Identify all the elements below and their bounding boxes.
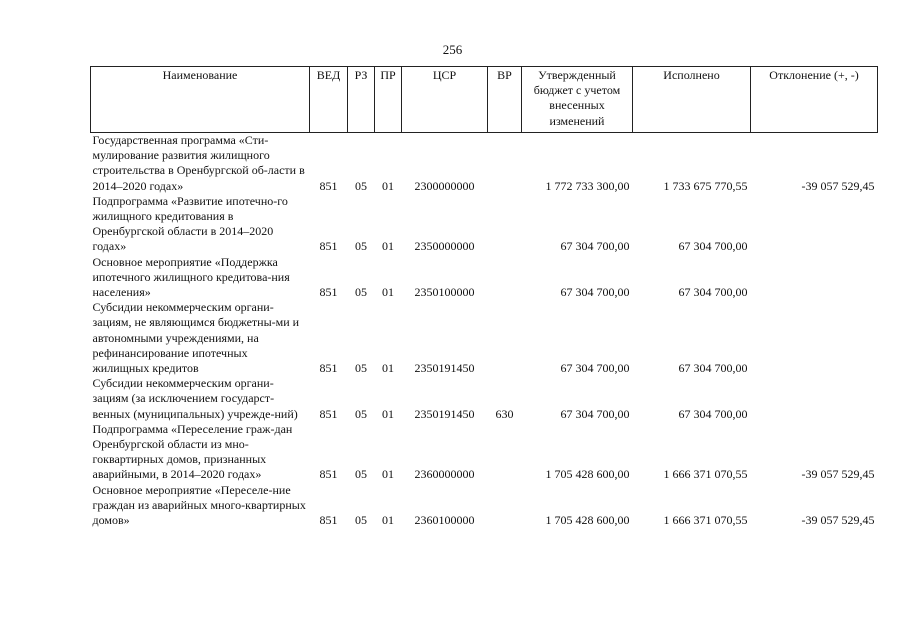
row-rz: 05 bbox=[355, 513, 367, 528]
row-executed: 1 666 371 070,55 bbox=[663, 513, 748, 528]
table-header-row bbox=[91, 67, 878, 133]
header-ved: ВЕД bbox=[310, 67, 348, 133]
row-approved: 1 705 428 600,00 bbox=[545, 513, 630, 528]
row-csr: 2350100000 bbox=[414, 285, 475, 300]
row-csr: 2350000000 bbox=[414, 239, 475, 254]
row-name: Основное мероприятие «Переселе-ние граждан из аварийных много-квартирных домов» bbox=[92, 482, 306, 528]
row-executed: 1 666 371 070,55 bbox=[663, 467, 748, 482]
row-approved: 1 705 428 600,00 bbox=[545, 467, 630, 482]
row-name: Подпрограмма «Переселение граж-дан Оренбургской области из мно-гоквартирных домов, признанных аварийными, в 2014–2020 годах» bbox=[92, 421, 293, 482]
row-pr: 01 bbox=[382, 513, 394, 528]
row-deviation: -39 057 529,45 bbox=[801, 513, 875, 528]
row-pr: 01 bbox=[382, 467, 394, 482]
row-name: Основное мероприятие «Поддержка ипотечного жилищного кредитова-ния населения» bbox=[92, 254, 290, 300]
header-deviation: Отклонение (+, -) bbox=[751, 67, 878, 133]
row-deviation: -39 057 529,45 bbox=[801, 178, 875, 193]
header-name: Наименование bbox=[91, 67, 310, 133]
row-ved: 851 bbox=[319, 361, 338, 376]
row-pr: 01 bbox=[382, 361, 394, 376]
row-ved: 851 bbox=[319, 285, 338, 300]
row-rz: 05 bbox=[355, 285, 367, 300]
row-approved: 67 304 700,00 bbox=[560, 361, 630, 376]
table-row bbox=[91, 194, 878, 255]
row-rz: 05 bbox=[355, 467, 367, 482]
row-name: Государственная программа «Сти-мулирование развития жилищного строительства в Оренбургской об-ласти в 2014–2020 годах» bbox=[92, 133, 305, 193]
row-vr: 630 bbox=[495, 406, 514, 421]
row-vr bbox=[488, 422, 522, 483]
header-approved-budget: Утвержденный бюджет с учетом внесенных изменений bbox=[522, 67, 633, 133]
header-vr: ВР bbox=[488, 67, 522, 133]
header-executed: Исполнено bbox=[633, 67, 751, 133]
row-vr bbox=[488, 133, 522, 194]
row-pr: 01 bbox=[382, 178, 394, 193]
row-pr: 01 bbox=[382, 239, 394, 254]
row-csr: 2350191450 bbox=[414, 406, 475, 421]
row-pr: 01 bbox=[382, 406, 394, 421]
table-row bbox=[91, 422, 878, 483]
row-rz: 05 bbox=[355, 239, 367, 254]
table-row bbox=[91, 483, 878, 529]
row-approved: 67 304 700,00 bbox=[560, 406, 630, 421]
row-name: Субсидии некоммерческим органи-зациям, не являющимся бюджетны-ми и автономными учреждениями, на рефинансирование ипотечных жилищных кредитов bbox=[92, 300, 300, 376]
row-executed: 67 304 700,00 bbox=[678, 285, 748, 300]
row-csr: 2360100000 bbox=[414, 513, 475, 528]
table-row bbox=[91, 133, 878, 194]
table-row bbox=[91, 300, 878, 376]
budget-execution-table bbox=[90, 66, 878, 528]
row-deviation: -39 057 529,45 bbox=[801, 467, 875, 482]
row-ved: 851 bbox=[319, 467, 338, 482]
row-deviation bbox=[751, 194, 878, 255]
row-csr: 2300000000 bbox=[414, 178, 475, 193]
row-csr: 2360000000 bbox=[414, 467, 475, 482]
page-number: 256 bbox=[442, 42, 463, 57]
row-executed: 1 733 675 770,55 bbox=[663, 178, 748, 193]
header-pr: ПР bbox=[375, 67, 402, 133]
row-pr: 01 bbox=[382, 285, 394, 300]
row-approved: 67 304 700,00 bbox=[560, 239, 630, 254]
row-rz: 05 bbox=[355, 361, 367, 376]
row-name: Подпрограмма «Развитие ипотечно-го жилищного кредитования в Оренбургской области в 2014–2020 годах» bbox=[92, 193, 288, 254]
row-vr bbox=[488, 255, 522, 301]
row-rz: 05 bbox=[355, 406, 367, 421]
row-csr: 2350191450 bbox=[414, 361, 475, 376]
row-ved: 851 bbox=[319, 513, 338, 528]
row-vr bbox=[488, 300, 522, 376]
row-deviation bbox=[751, 376, 878, 422]
row-ved: 851 bbox=[319, 406, 338, 421]
row-executed: 67 304 700,00 bbox=[678, 406, 748, 421]
row-executed: 67 304 700,00 bbox=[678, 361, 748, 376]
row-approved: 67 304 700,00 bbox=[560, 285, 630, 300]
row-rz: 05 bbox=[355, 178, 367, 193]
table-row bbox=[91, 255, 878, 301]
row-deviation bbox=[751, 300, 878, 376]
table-row bbox=[91, 376, 878, 422]
header-csr: ЦСР bbox=[402, 67, 488, 133]
row-vr bbox=[488, 194, 522, 255]
row-deviation bbox=[751, 255, 878, 301]
row-approved: 1 772 733 300,00 bbox=[545, 178, 630, 193]
row-ved: 851 bbox=[319, 239, 338, 254]
row-name: Субсидии некоммерческим органи-зациям (за исключением государст-венных (муниципальных) учрежде-ний) bbox=[92, 376, 298, 421]
row-vr bbox=[488, 483, 522, 529]
row-executed: 67 304 700,00 bbox=[678, 239, 748, 254]
header-rz: РЗ bbox=[348, 67, 375, 133]
row-ved: 851 bbox=[319, 178, 338, 193]
